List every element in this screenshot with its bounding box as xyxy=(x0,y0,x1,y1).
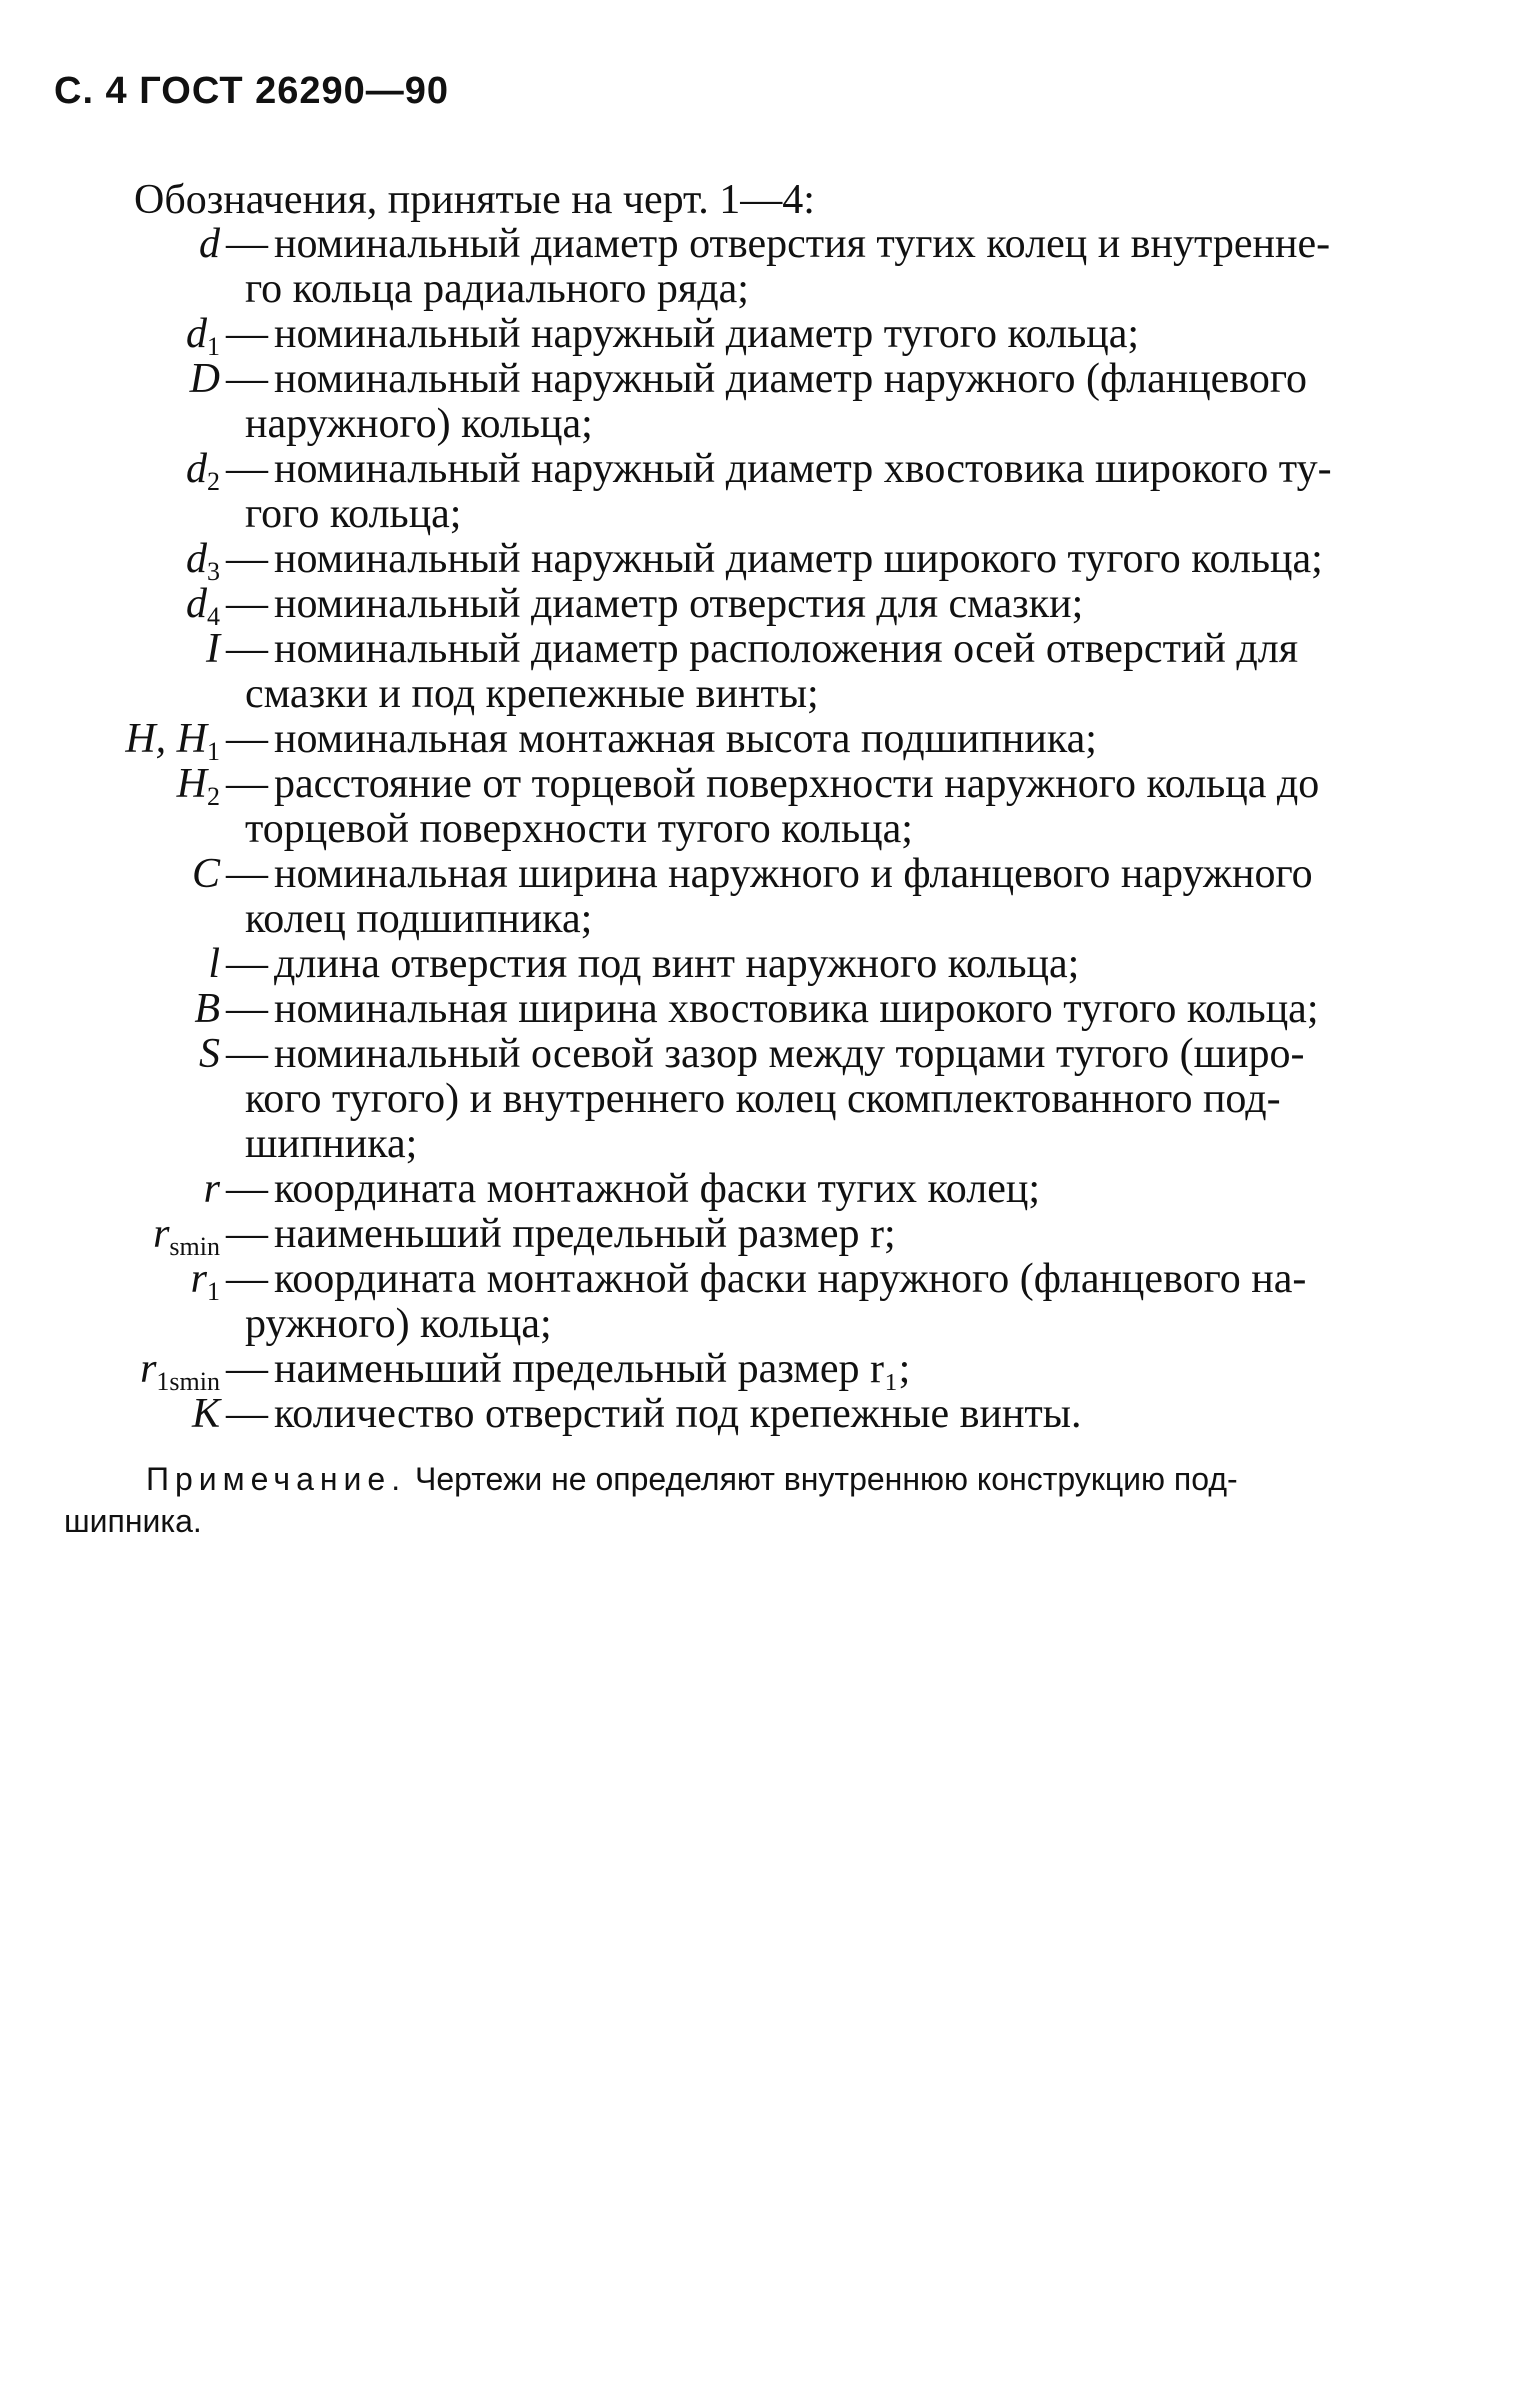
designation-symbol xyxy=(60,627,220,672)
designation-continuation-line xyxy=(60,1302,1460,1347)
designation-symbol xyxy=(60,357,220,402)
designation-symbol-letter: d xyxy=(186,446,207,492)
designation-entry xyxy=(60,311,1460,361)
designation-symbol xyxy=(60,987,220,1032)
designation-dash: — xyxy=(226,761,268,807)
designation-symbol-letter: K xyxy=(191,1391,220,1437)
designation-symbol-letter: d xyxy=(186,581,207,627)
designation-dash: — xyxy=(226,581,268,627)
designation-dash: — xyxy=(226,986,268,1032)
designation-continuation-line xyxy=(60,807,1460,852)
designation-symbol xyxy=(60,1167,220,1212)
designation-first-line xyxy=(60,1211,1460,1261)
designation-symbol-subscript: 1 xyxy=(207,1277,220,1306)
designation-entry xyxy=(60,1032,1460,1167)
designation-continuation-line xyxy=(60,402,1460,447)
designation-entry xyxy=(60,536,1460,586)
page-header: С. 4 ГОСТ 26290—90 xyxy=(54,70,450,112)
designation-dash: — xyxy=(226,1031,268,1077)
designation-symbol-letter: D xyxy=(189,356,220,402)
note-line-2: шипника. xyxy=(64,1503,202,1539)
note-label: Примечание. xyxy=(146,1461,407,1497)
designation-entry xyxy=(60,987,1460,1032)
designation-symbol-subscript: smin xyxy=(169,1232,220,1261)
designation-symbol-letter: B xyxy=(194,986,220,1032)
designation-text: номинальный наружный диаметр широкого тугого кольца; xyxy=(274,536,1323,582)
designation-first-line xyxy=(60,1392,1460,1437)
designation-symbol xyxy=(60,1032,220,1077)
designation-symbol-subscript: 1 xyxy=(207,332,220,361)
designation-first-line xyxy=(60,1256,1460,1306)
designation-dash: — xyxy=(226,536,268,582)
designation-symbol-letter: r xyxy=(203,1166,220,1212)
designation-symbol-letter: d xyxy=(186,536,207,582)
designation-symbol xyxy=(60,1392,220,1437)
designation-dash: — xyxy=(226,716,268,762)
designation-entry xyxy=(60,222,1460,312)
note-paragraph xyxy=(64,1458,1464,1542)
designation-continuation-line xyxy=(60,267,1460,312)
designation-text: номинальная ширина наружного и фланцевого наружного xyxy=(274,851,1313,897)
designation-symbol xyxy=(60,762,220,819)
designation-first-line xyxy=(60,536,1460,586)
designation-text: номинальная монтажная высота подшипника; xyxy=(274,716,1097,762)
designation-symbol-letter: H, H xyxy=(125,716,207,762)
designation-dash: — xyxy=(226,356,268,402)
designation-first-line xyxy=(60,357,1460,402)
designation-symbol-subscript: 3 xyxy=(207,557,220,586)
designation-first-line xyxy=(60,311,1460,361)
designation-text: номинальная ширина хвостовика широкого тугого кольца; xyxy=(274,986,1319,1032)
designation-entry xyxy=(60,1167,1460,1212)
designation-entry xyxy=(60,762,1460,852)
designation-first-line xyxy=(60,852,1460,897)
designation-text: ружного) кольца; xyxy=(245,1301,552,1347)
designation-entry xyxy=(60,1211,1460,1261)
designation-text: номинальный наружный диаметр тугого кольца; xyxy=(274,311,1140,357)
designation-symbol xyxy=(60,1257,220,1314)
designation-text: номинальный диаметр отверстия тугих колец и внутренне- xyxy=(274,221,1331,267)
designation-symbol-letter: H xyxy=(176,761,207,807)
designation-text: гого кольца; xyxy=(245,491,462,537)
designation-continuation-line xyxy=(60,1122,1460,1167)
designation-first-line xyxy=(60,1167,1460,1212)
designation-symbol-letter: r xyxy=(140,1346,157,1392)
designation-text: го кольца радиального ряда; xyxy=(245,266,749,312)
designation-entry xyxy=(60,942,1460,987)
designation-continuation-line xyxy=(60,672,1460,717)
designation-text: смазки и под крепежные винты; xyxy=(245,671,819,717)
designation-dash: — xyxy=(226,446,268,492)
designation-symbol-letter: d xyxy=(199,221,220,267)
designation-text: координата монтажной фаски наружного (фланцевого на- xyxy=(274,1256,1307,1302)
designation-symbol-letter: I xyxy=(206,626,220,672)
designation-dash: — xyxy=(226,851,268,897)
designation-text: наименьший предельный размер r; xyxy=(274,1211,896,1257)
designation-dash: — xyxy=(226,1166,268,1212)
designation-entry xyxy=(60,1346,1460,1396)
note-line-1 xyxy=(64,1458,1464,1500)
designation-text: координата монтажной фаски тугих колец; xyxy=(274,1166,1040,1212)
designation-symbol-subscript: 1 xyxy=(207,737,220,766)
designation-text: номинальный диаметр отверстия для смазки; xyxy=(274,581,1084,627)
designation-text: номинальный наружный диаметр наружного (фланцевого xyxy=(274,356,1308,402)
designation-dash: — xyxy=(226,1256,268,1302)
designation-symbol xyxy=(60,852,220,897)
designation-text: шипника; xyxy=(245,1121,418,1167)
designation-entry xyxy=(60,716,1460,766)
designation-symbol-letter: r xyxy=(190,1256,207,1302)
designations-intro: Обозначения, принятые на черт. 1—4: xyxy=(134,177,815,223)
designation-dash: — xyxy=(226,626,268,672)
designation-text: номинальный диаметр расположения осей отверстий для xyxy=(274,626,1299,672)
designation-dash: — xyxy=(226,221,268,267)
designation-text: количество отверстий под крепежные винты. xyxy=(274,1391,1082,1437)
designation-entry xyxy=(60,852,1460,942)
designation-symbol-subscript: 2 xyxy=(207,467,220,496)
designation-text: колец подшипника; xyxy=(245,896,593,942)
designation-symbol-letter: S xyxy=(199,1031,220,1077)
designations-list xyxy=(60,222,1460,1437)
designation-entry xyxy=(60,447,1460,537)
designation-symbol-letter: d xyxy=(186,311,207,357)
designation-entry xyxy=(60,581,1460,631)
designation-first-line xyxy=(60,627,1460,672)
note-text-1: Чертежи не определяют внутреннюю конструкцию под- xyxy=(415,1461,1238,1497)
designation-symbol-letter: r xyxy=(153,1211,170,1257)
designation-dash: — xyxy=(226,1211,268,1257)
designation-text: торцевой поверхности тугого кольца; xyxy=(245,806,913,852)
designation-symbol xyxy=(60,447,220,504)
designation-text: наружного) кольца; xyxy=(245,401,593,447)
designation-entry xyxy=(60,627,1460,717)
designation-text: номинальный осевой зазор между торцами тугого (широ- xyxy=(274,1031,1305,1077)
designation-first-line xyxy=(60,987,1460,1032)
designation-first-line xyxy=(60,716,1460,766)
designation-symbol-subscript: 4 xyxy=(207,602,220,631)
designation-entry xyxy=(60,357,1460,447)
designation-first-line xyxy=(60,1032,1460,1077)
designation-continuation-line xyxy=(60,1077,1460,1122)
designation-first-line xyxy=(60,222,1460,267)
designation-text: длина отверстия под винт наружного кольца; xyxy=(274,941,1080,987)
designation-continuation-line xyxy=(60,492,1460,537)
designation-entry xyxy=(60,1392,1460,1437)
designation-symbol-subscript: 1smin xyxy=(156,1367,220,1396)
designation-symbol xyxy=(60,942,220,987)
designation-dash: — xyxy=(226,1391,268,1437)
designation-first-line xyxy=(60,446,1460,496)
designation-first-line xyxy=(60,942,1460,987)
designation-first-line xyxy=(60,581,1460,631)
designation-dash: — xyxy=(226,1346,268,1392)
designation-text: наименьший предельный размер r₁; xyxy=(274,1346,911,1392)
designation-symbol-letter: C xyxy=(191,851,220,897)
designation-dash: — xyxy=(226,311,268,357)
designation-text: расстояние от торцевой поверхности наружного кольца до xyxy=(274,761,1320,807)
designation-dash: — xyxy=(226,941,268,987)
designation-text: кого тугого) и внутреннего колец скомплектованного под- xyxy=(245,1076,1281,1122)
designation-entry xyxy=(60,1257,1460,1347)
designation-symbol xyxy=(60,222,220,267)
designation-text: номинальный наружный диаметр хвостовика широкого ту- xyxy=(274,446,1332,492)
designation-symbol-subscript: 2 xyxy=(207,782,220,811)
designation-continuation-line xyxy=(60,897,1460,942)
designation-symbol-letter: l xyxy=(208,941,220,987)
designation-first-line xyxy=(60,761,1460,811)
designation-first-line xyxy=(60,1346,1460,1396)
